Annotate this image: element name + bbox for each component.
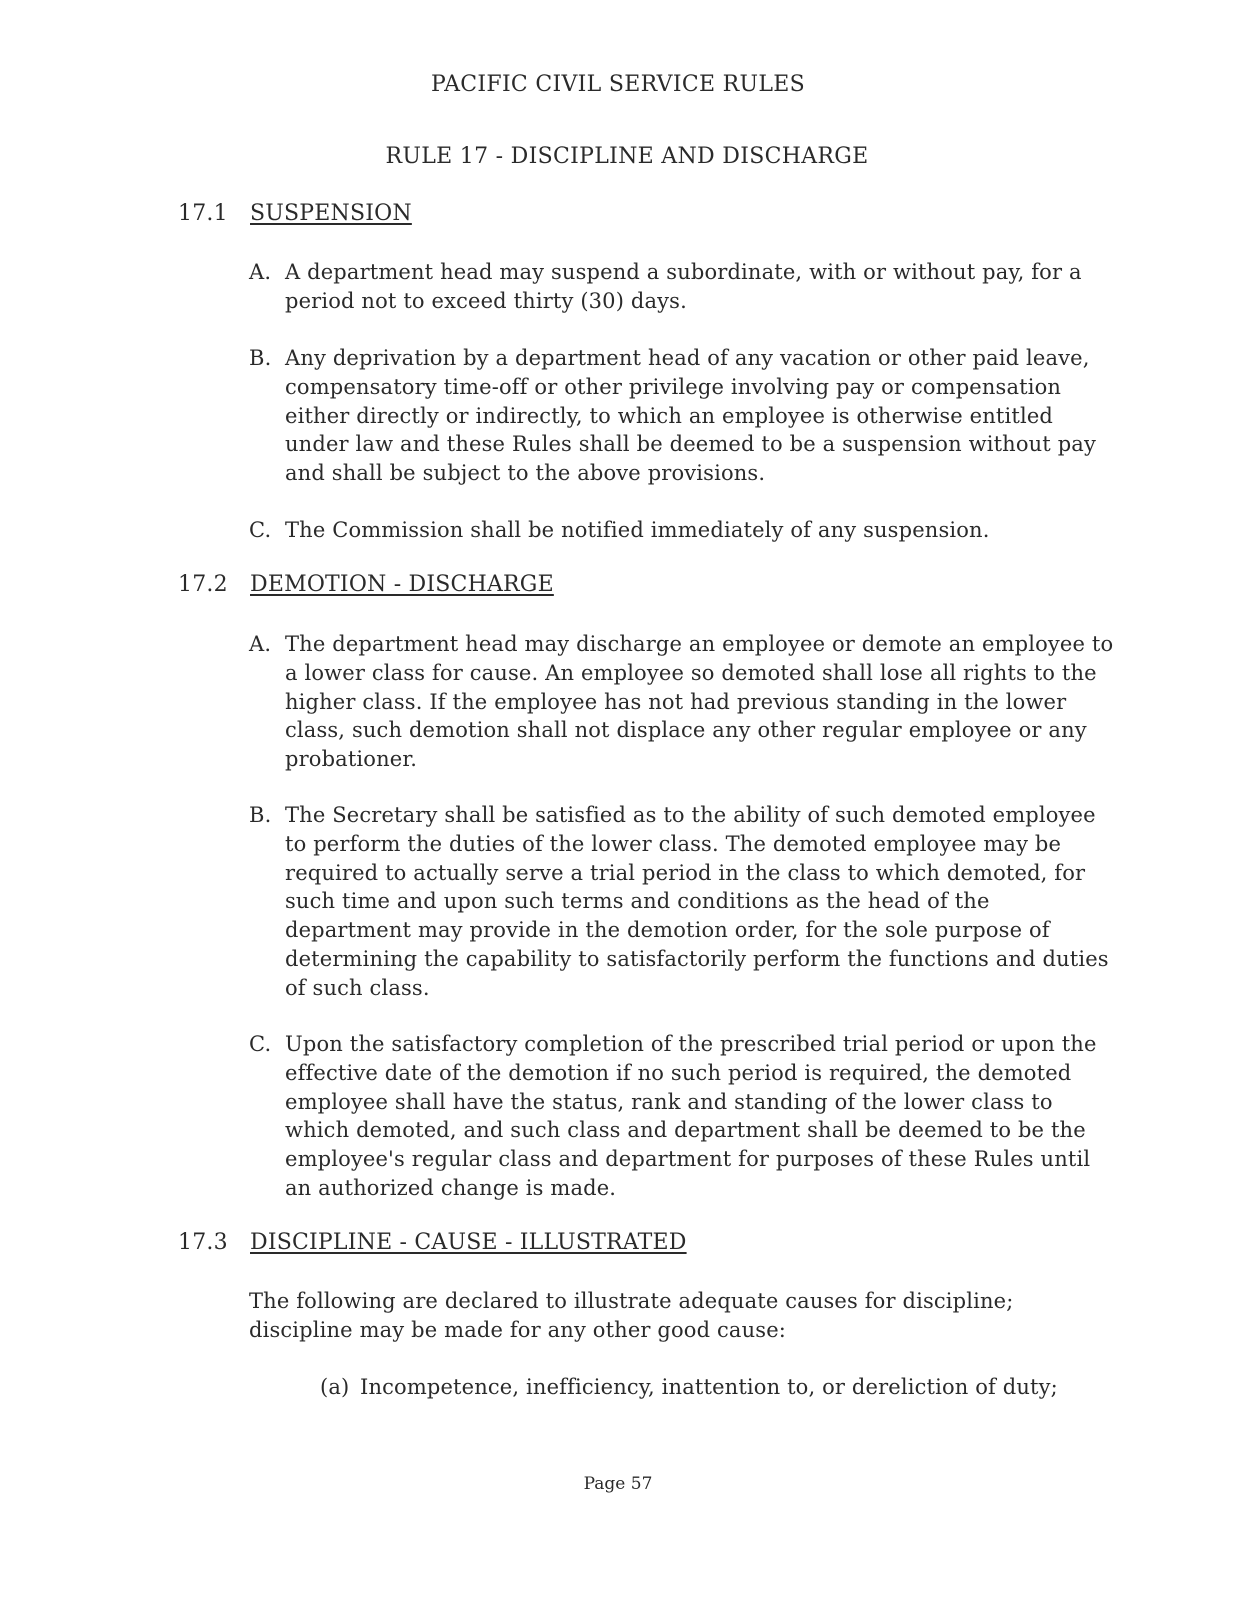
list-item-text: Incompetence, inefficiency, inattention to, or dereliction of duty; <box>360 1375 1058 1399</box>
paragraph-text: Upon the satisfactory completion of the prescribed trial period or upon the effective date of the demotion if no such period is required, the demoted employee shall have the status, rank and standing of the lower class to which demoted, and such class and department shall be deemed to be the employee's regular class and department for purposes of these Rules until an authorized change is made. <box>285 1032 1097 1200</box>
paragraph-17-2-a <box>249 630 1119 774</box>
section-number: 17.1 <box>178 201 228 226</box>
paragraph-label: C. <box>249 1032 272 1056</box>
paragraph-text: A department head may suspend a subordinate, with or without pay, for a period not to exceed thirty (30) days. <box>285 260 1082 313</box>
paragraph-17-1-b <box>249 344 1119 488</box>
paragraph-label: A. <box>249 632 272 656</box>
list-item <box>320 1373 1120 1402</box>
paragraph-17-2-b <box>249 801 1119 1003</box>
paragraph-label: A. <box>249 260 272 284</box>
paragraph-label: C. <box>249 518 272 542</box>
page-number: Page 57 <box>583 1474 653 1494</box>
paragraph-text: The Commission shall be notified immediately of any suspension. <box>285 518 990 542</box>
paragraph-text: Any deprivation by a department head of any vacation or other paid leave, compensatory time-off or other privilege involving pay or compensation either directly or indirectly, to which an employee is otherwise entitled under law and these Rules shall be deemed to be a suspension without pay and shall be subject to the above provisions. <box>285 346 1096 486</box>
list-item-label: (a) <box>320 1375 350 1399</box>
paragraph-label: B. <box>249 346 272 370</box>
section-title: DEMOTION - DISCHARGE <box>250 572 554 597</box>
section-title: DISCIPLINE - CAUSE - ILLUSTRATED <box>250 1230 687 1255</box>
section-heading-17-3 <box>178 1230 687 1255</box>
section-number: 17.2 <box>178 572 228 597</box>
paragraph-text: The department head may discharge an employee or demote an employee to a lower class for cause. An employee so demoted shall lose all rights to the higher class. If the employee has not had previous standing in the lower class, such demotion shall not displace any other regular employee or any probationer. <box>285 632 1114 772</box>
rule-title: RULE 17 - DISCIPLINE AND DISCHARGE <box>385 144 869 169</box>
paragraph-17-1-c <box>249 516 1119 545</box>
document-title: PACIFIC CIVIL SERVICE RULES <box>430 72 805 97</box>
section-title: SUSPENSION <box>250 201 412 226</box>
paragraph-17-2-c <box>249 1030 1119 1203</box>
paragraph-text: The Secretary shall be satisfied as to the ability of such demoted employee to perform the duties of the lower class. The demoted employee may be required to actually serve a trial period in the class to which demoted, for such time and upon such terms and conditions as the head of the department may provide in the demotion order, for the sole purpose of determining the capability to satisfactorily perform the functions and duties of such class. <box>285 803 1109 1000</box>
section-heading-17-2 <box>178 572 554 597</box>
paragraph-17-1-a <box>249 258 1119 316</box>
section-intro: The following are declared to illustrate adequate causes for discipline; discipline may be made for any other good cause: <box>249 1289 1014 1342</box>
paragraph-label: B. <box>249 803 272 827</box>
section-heading-17-1 <box>178 201 412 226</box>
section-number: 17.3 <box>178 1230 228 1255</box>
